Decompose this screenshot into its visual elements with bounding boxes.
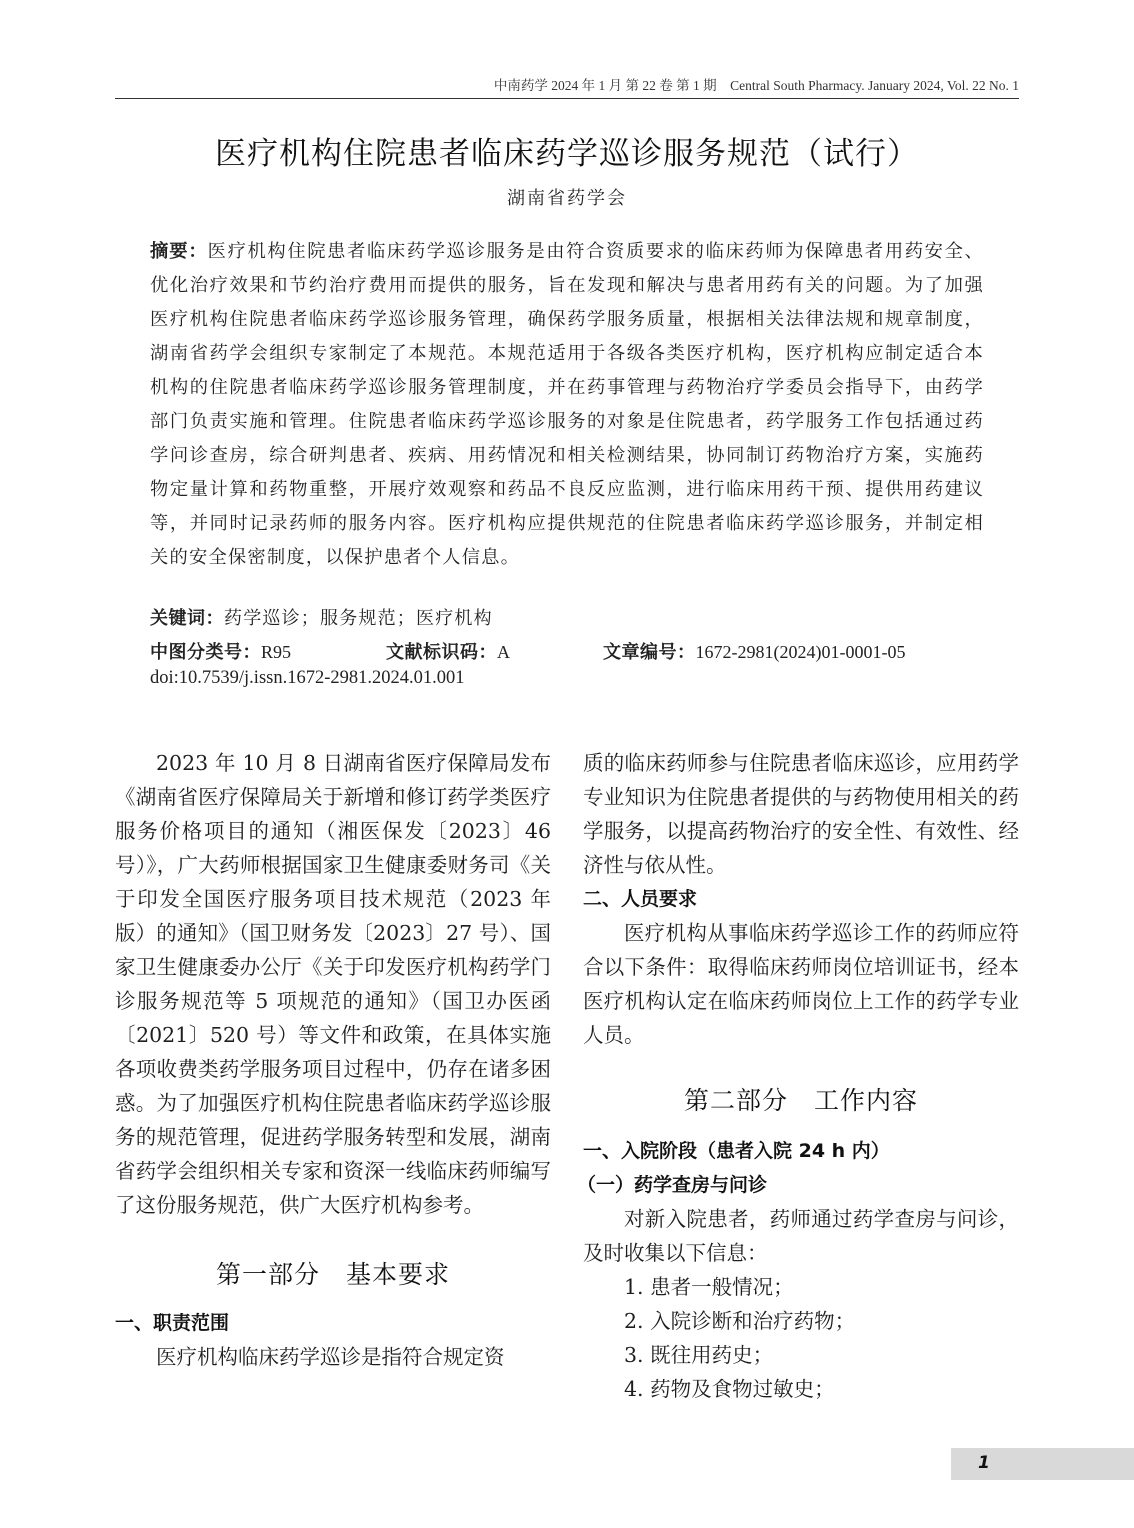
abstract — [150, 235, 984, 575]
sec1-paragraph-start: 医疗机构临床药学巡诊是指符合规定资 — [156, 1345, 505, 1369]
sec2-heading: 二、人员要求 — [583, 888, 698, 910]
clc-label: 中图分类号： — [150, 642, 261, 663]
doi: doi:10.7539/j.issn.1672-2981.2024.01.001 — [150, 668, 465, 688]
keywords-text: 药学巡诊；服务规范；医疗机构 — [224, 608, 493, 629]
clc-item — [150, 638, 291, 664]
article-title: 医疗机构住院患者临床药学巡诊服务规范（试行） — [215, 136, 919, 172]
list-item: 1. 患者一般情况； — [624, 1275, 794, 1299]
list-item: 3. 既往用药史； — [624, 1343, 774, 1367]
intro-paragraph: 2023 年 10 月 8 日湖南省医疗保障局发布《湖南省医疗保障局关于新增和修订药学类医疗服务价格项目的通知（湘医保发〔2023〕46 号）》，广大药师根据国家卫生健康委财务司《关于印发全国医疗服务项目技术规范（2023 年版）的通知》（国卫财务发〔2023〕27 号）、国家卫生健康委办公厅《关于印发医疗机构药学门诊服务规范等 5 项规范的通知》（国卫办医函〔2021〕520 号）等文件和政策，在具体实施各项收费类药学服务项目过程中，仍存在诸多困惑。为了加强医疗机构住院患者临床药学巡诊服务的规范管理，促进药学服务转型和发展，湖南省药学会组织相关专家和资深一线临床药师编写了这份服务规范，供广大医疗机构参考。 — [115, 751, 551, 1217]
sec1-heading: 一、职责范围 — [115, 1312, 230, 1334]
clc-value: R95 — [261, 642, 292, 662]
header-rule — [115, 98, 1019, 99]
left-column — [115, 746, 551, 1374]
stage1-heading: 一、入院阶段（患者入院 24 h 内） — [583, 1140, 890, 1162]
sub1-paragraph: 对新入院患者，药师通过药学查房与问诊，及时收集以下信息： — [583, 1207, 1019, 1265]
article-author: 湖南省药学会 — [507, 188, 627, 209]
sub1-heading: （一）药学查房与问诊 — [577, 1174, 768, 1196]
running-head: 中南药学 2024 年 1 月 第 22 卷 第 1 期 Central South Pharmacy. January 2024, Vol. 22 No. 1 — [493, 78, 1019, 93]
page-number: 1 — [978, 1453, 990, 1473]
article-no-item — [603, 638, 905, 664]
right-column — [577, 746, 1019, 1406]
abstract-text: 医疗机构住院患者临床药学巡诊服务是由符合资质要求的临床药师为保障患者用药安全、优化治疗效果和节约治疗费用而提供的服务，旨在发现和解决与患者用药有关的问题。为了加强医疗机构住院患者临床药学巡诊服务管理，确保药学服务质量，根据相关法律法规和规章制度，湖南省药学会组织专家制定了本规范。本规范适用于各级各类医疗机构，医疗机构应制定适合本机构的住院患者临床药学巡诊服务管理制度，并在药事管理与药物治疗学委员会指导下，由药学部门负责实施和管理。住院患者临床药学巡诊服务的对象是住院患者，药学服务工作包括通过药学问诊查房，综合研判患者、疾病、用药情况和相关检测结果，协同制订药物治疗方案，实施药物定量计算和药物重整，开展疗效观察和药品不良反应监测，进行临床用药干预、提供用药建议等，并同时记录药师的服务内容。医疗机构应提供规范的住院患者临床药学巡诊服务，并制定相关的安全保密制度，以保护患者个人信息。 — [150, 241, 984, 568]
doc-code-label: 文献标识码： — [386, 642, 497, 663]
abstract-label: 摘要： — [150, 241, 208, 262]
sec1-paragraph-cont: 质的临床药师参与住院患者临床巡诊，应用药学专业知识为住院患者提供的与药物使用相关的药学服务，以提高药物治疗的安全性、有效性、经济性与依从性。 — [583, 751, 1019, 877]
list-item: 4. 药物及食物过敏史； — [624, 1377, 835, 1401]
sec2-paragraph: 医疗机构从事临床药学巡诊工作的药师应符合以下条件：取得临床药师岗位培训证书，经本医疗机构认定在临床药师岗位上工作的药学专业人员。 — [583, 921, 1019, 1047]
list-item: 2. 入院诊断和治疗药物； — [624, 1309, 856, 1333]
article-no-value: 1672-2981(2024)01-0001-05 — [695, 642, 906, 662]
classification-line — [150, 638, 984, 666]
part2-heading: 第二部分 工作内容 — [683, 1086, 918, 1115]
keywords-label: 关键词： — [150, 608, 224, 629]
article-no-label: 文章编号： — [603, 642, 696, 663]
doc-code-value: A — [497, 642, 510, 662]
part1-heading: 第一部分 基本要求 — [215, 1260, 450, 1289]
doc-code-item — [386, 638, 510, 664]
keywords-line — [150, 604, 493, 630]
